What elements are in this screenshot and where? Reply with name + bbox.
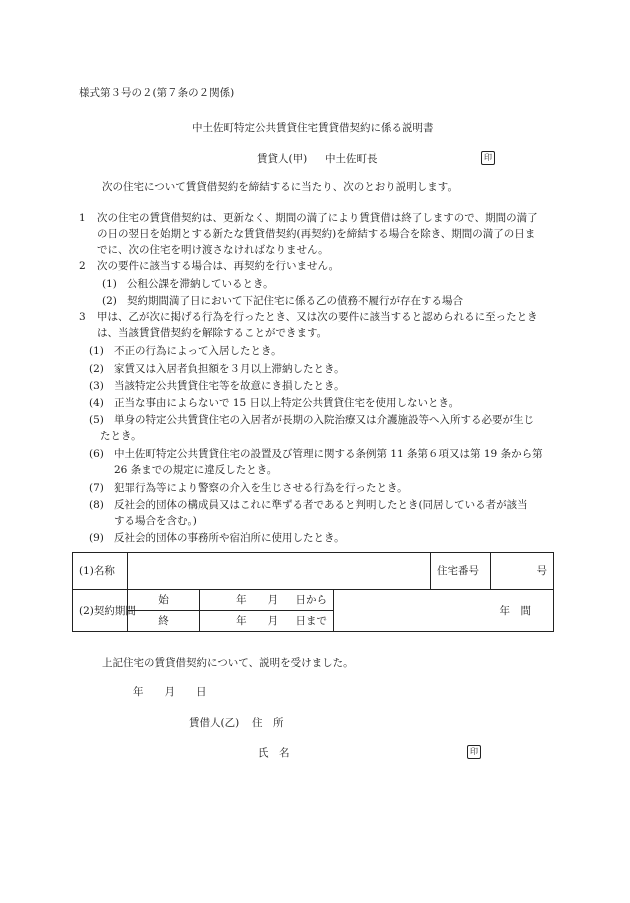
sub-item-text: たとき。 [100,430,142,442]
end-label: 終 [128,611,200,632]
house-number-field[interactable]: 号 [491,553,554,590]
intro-text: 次の住宅について賃貸借契約を締結するに当たり、次のとおり説明します。 [102,181,458,193]
name-label: (1)名称 [73,553,128,590]
lessor-seal-icon: 印 [481,151,495,165]
end-date-field[interactable] [200,611,334,632]
sub-item-number: (3) [89,380,104,392]
clause-line: 次の住宅の賃貸借契約は、更新なく、期間の満了により賃貸借は終了しますので、期間の満了 [97,212,538,224]
lessee-seal-icon: 印 [467,745,481,759]
clause-number: 2 [79,260,86,272]
sub-item-number: (6) [89,448,104,460]
sub-item-number: (4) [89,397,104,409]
start-date-field[interactable] [200,590,334,611]
clause-number: 1 [79,212,86,224]
sub-item-text: 正当な事由によらないで 15 日以上特定公共賃貸住宅を使用しないとき。 [114,397,460,409]
start-from: 日から [295,594,327,606]
start-year-month: 年 月 [236,594,279,606]
clause-line: でに、次の住宅を明け渡さなければなりません。 [97,244,329,256]
sub-item-text: 反社会的団体の構成員又はこれに準ずる者であると判明したとき(同居している者が該当 [114,499,528,511]
sub-item-text: 公租公課を滞納しているとき。 [127,278,274,290]
sub-item-text: 単身の特定公共賃貸住宅の入居者が長期の入院治療又は介護施設等へ入所する必要が生じ [114,414,534,426]
form-number: 様式第３号の２(第７条の２関係) [79,87,235,99]
sub-item-text: 家賃又は入居者負担額を３月以上滞納したとき。 [114,363,345,375]
sub-item-number: (2) [89,363,104,375]
contract-period-label: (2)契約期間 [73,590,128,632]
contract-years-field[interactable] [334,590,554,632]
document-title: 中土佐町特定公共賃貸住宅賃貸借契約に係る説明書 [192,122,434,134]
name-field[interactable] [128,553,431,590]
sub-item-number: (5) [89,414,104,426]
sub-item-text: 26 条までの規定に違反したとき。 [114,464,278,476]
clause-line: は、当該賃貸借契約を解除することができます。 [97,327,328,339]
housing-info-table [72,552,554,632]
lessor-label: 賃貸人(甲) [257,153,308,165]
name-field-label: 氏 名 [258,747,290,759]
lessee-label: 賃借人(乙) [189,717,240,729]
sub-item-number: (9) [89,532,104,544]
end-until: 日まで [295,615,327,627]
lessor-name: 中土佐町長 [325,153,378,165]
start-label: 始 [128,590,200,611]
sub-item-text: 不正の行為によって入居したとき。 [114,345,282,357]
clause-line: 次の要件に該当する場合は、再契約を行いません。 [97,260,340,272]
sub-item-text: 契約期間満了日において下記住宅に係る乙の債務不履行が存在する場合 [127,295,463,307]
sub-item-text: 反社会的団体の事務所や宿泊所に使用したとき。 [114,532,345,544]
years-label: 年 間 [499,604,532,617]
house-number-label: 住宅番号 [431,553,491,590]
clause-line: の日の翌日を始期とする新たな賃貸借契約(再契約)を締結する場合を除き、期間の満了の日ま [97,228,536,240]
sub-item-text: 中土佐町特定公共賃貸住宅の設置及び管理に関する条例第 11 条第６項又は第 19 条から第 [114,448,543,460]
acknowledgement-text: 上記住宅の賃貸借契約について、説明を受けました。 [102,657,354,669]
sub-item-number: (7) [89,482,104,494]
end-year-month: 年 月 [236,615,279,627]
sub-item-text: 当該特定公共賃貸住宅等を故意にき損したとき。 [114,380,345,392]
address-label: 住 所 [252,717,284,729]
date-line: 年 月 日 [133,686,207,698]
sub-item-number: (8) [89,499,104,511]
sub-item-number: (2) [102,295,117,307]
clause-number: 3 [79,311,86,323]
sub-item-text: する場合を含む。) [114,515,197,527]
sub-item-number: (1) [102,278,117,290]
sub-item-number: (1) [89,345,104,357]
clause-line: 甲は、乙が次に掲げる行為を行ったとき、又は次の要件に該当すると認められるに至ったとき [97,311,538,323]
sub-item-text: 犯罪行為等により警察の介入を生じさせる行為を行ったとき。 [114,482,408,494]
